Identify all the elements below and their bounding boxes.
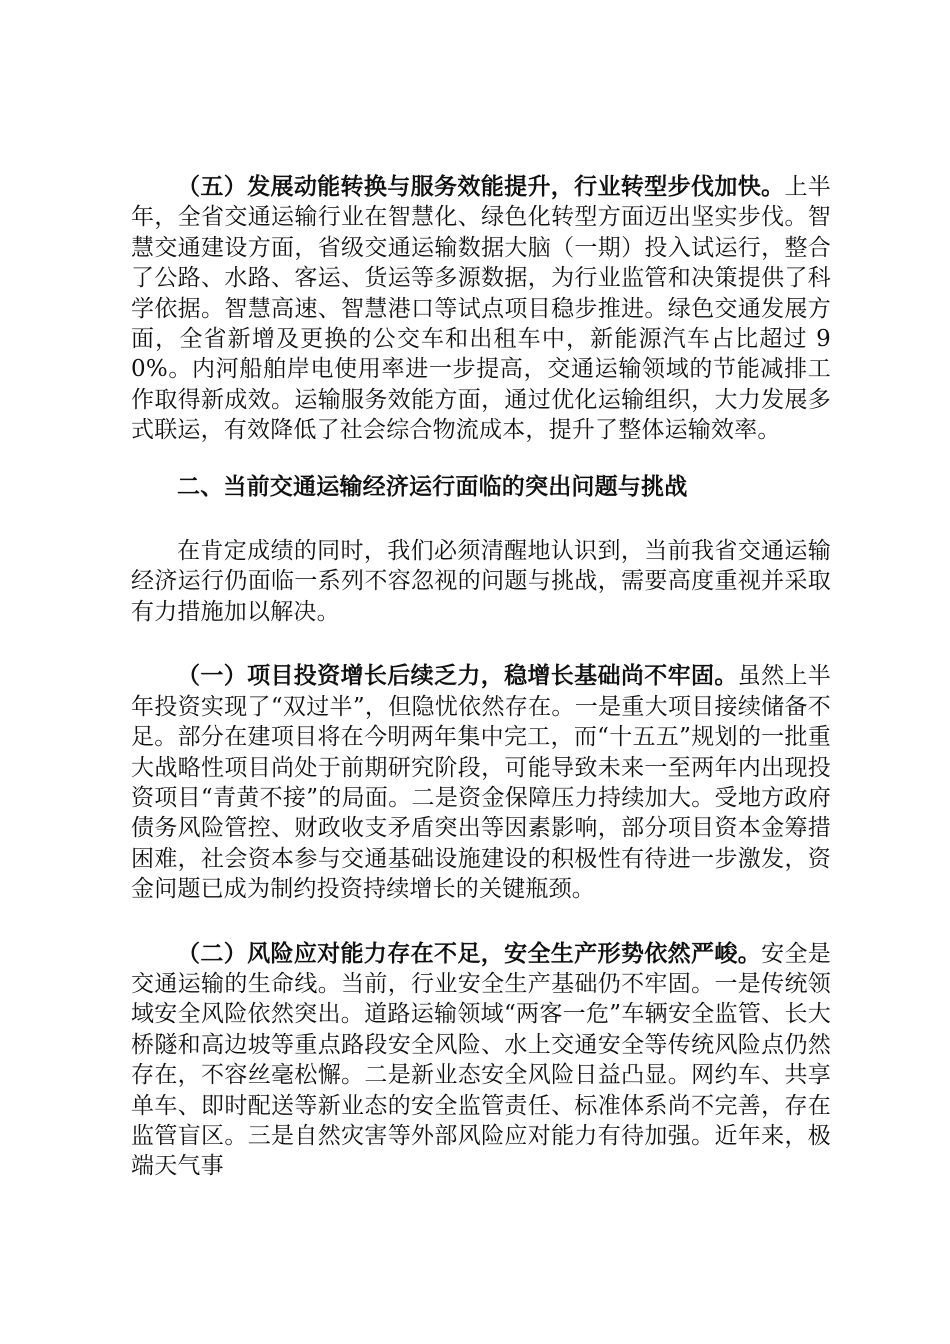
paragraph-problem-two xyxy=(131,939,831,1182)
paragraph-body-section-five: 上半年，全省交通运输行业在智慧化、绿色化转型方面迈出坚实步伐。智慧交通建设方面，省级交通运输数据大脑（一期）投入试运行，整合了公路、水路、客运、货运等多源数据，为行业监管和决策提供了科学依据。智慧高速、智慧港口等试点项目稳步推进。绿色交通发展方面，全省新增及更换的公交车和出租车中，新能源汽车占比超过 90%。内河船舶岸电使用率进一步提高，交通运输领域的节能减排工作取得新成效。运输服务效能方面，通过优化运输组织，大力发展多式联运，有效降低了社会综合物流成本，提升了整体运输效率。 xyxy=(131,174,832,444)
paragraph-body-problem-two: 安全是交通运输的生命线。当前，行业安全生产基础仍不牢固。一是传统领域安全风险依然突出。道路运输领域“两客一危”车辆安全监管、长大桥隧和高边坡等重点路段安全风险、水上交通安全等传统风险点仍然存在，不容丝毫松懈。二是新业态安全风险日益凸显。网约车、共享单车、即时配送等新业态的安全监管责任、标准体系尚不完善，存在监管盲区。三是自然灾害等外部风险应对能力有待加强。近年来，极端天气事 xyxy=(131,940,832,1180)
paragraph-lead-problem-one: （一）项目投资增长后续乏力，稳增长基础尚不牢固。 xyxy=(177,662,738,690)
paragraph-lead-problem-two: （二）风险应对能力存在不足，安全生产形势依然严峻。 xyxy=(177,939,762,967)
paragraph-problem-one xyxy=(131,661,831,904)
paragraph-section-five xyxy=(131,172,831,446)
paragraph-body-problem-one: 虽然上半年投资实现了“双过半”，但隐忧依然存在。一是重大项目接续储备不足。部分在建项目将在今明两年集中完工，而“十五五”规划的一批重大战略性项目尚处于前期研究阶段，可能导致未来一至两年内出现投资项目“青黄不接”的局面。二是资金保障压力持续加大。受地方政府债务风险管控、财政收支矛盾突出等因素影响，部分项目资本金筹措困难，社会资本参与交通基础设施建设的积极性有待进一步激发，资金问题已成为制约投资持续增长的关键瓶颈。 xyxy=(131,663,831,903)
document-page xyxy=(131,172,831,1182)
paragraph-intro: 在肯定成绩的同时，我们必须清醒地认识到，当前我省交通运输经济运行仍面临一系列不容忽视的问题与挑战，需要高度重视并采取有力措施加以解决。 xyxy=(131,538,831,625)
section-heading-two: 二、当前交通运输经济运行面临的突出问题与挑战 xyxy=(177,472,688,500)
paragraph-lead-section-five: （五）发展动能转换与服务效能提升，行业转型步伐加快。 xyxy=(177,173,785,200)
